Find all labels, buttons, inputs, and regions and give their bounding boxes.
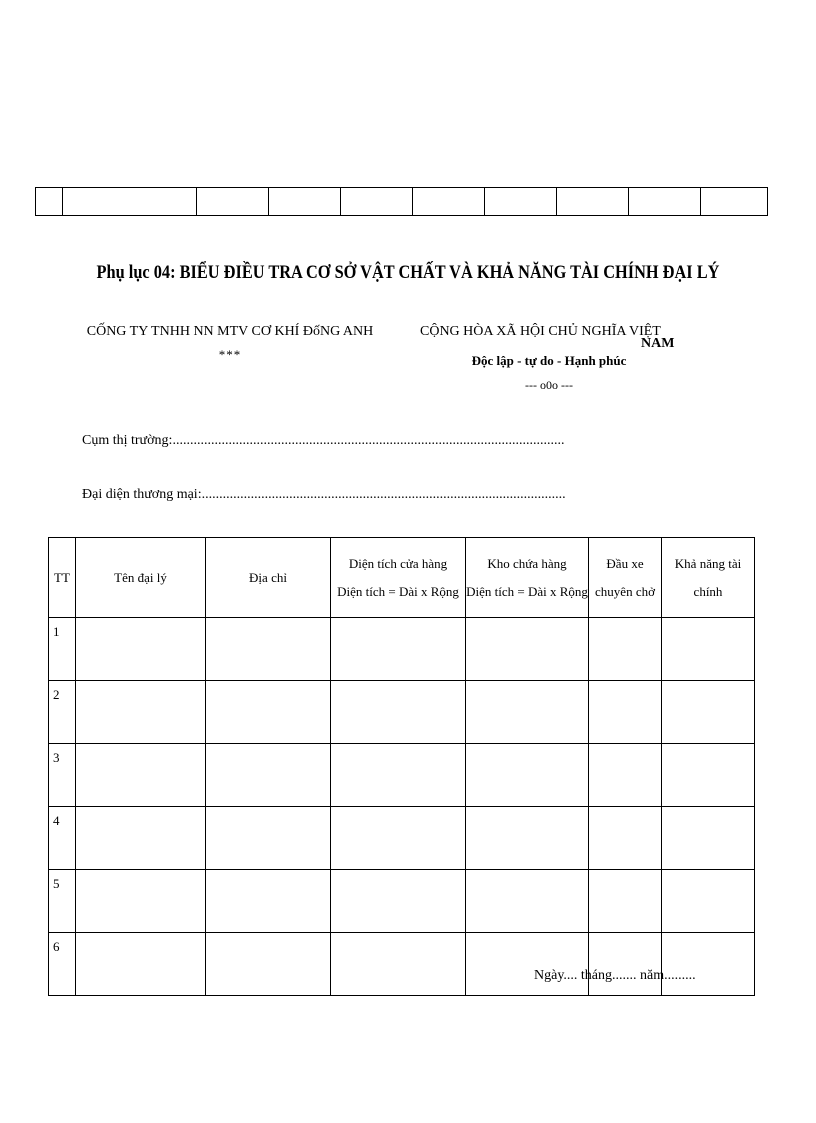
field-trade-representative — [82, 487, 566, 503]
cell-financial-capacity[interactable] — [662, 933, 755, 996]
date-line: Ngày.... tháng....... năm......... — [534, 968, 696, 983]
cell-address[interactable] — [206, 870, 331, 933]
cell-store-area[interactable] — [331, 681, 466, 744]
header-vehicles: Đầu xe chuyên chở — [589, 538, 662, 618]
cell-vehicles[interactable] — [589, 933, 662, 996]
cell-vehicles[interactable] — [589, 870, 662, 933]
cell-address[interactable] — [206, 618, 331, 681]
cell-warehouse[interactable] — [466, 618, 589, 681]
field-dots: ................................................................................................................ — [172, 433, 565, 448]
cell-agent-name[interactable] — [76, 618, 206, 681]
cell-agent-name[interactable] — [76, 744, 206, 807]
company-name: CỐNG TY TNHH NN MTV CƠ KHÍ ĐốNG ANH — [86, 324, 374, 339]
header-tt: TT — [49, 538, 76, 618]
cell-store-area[interactable] — [331, 807, 466, 870]
table-row — [49, 807, 755, 870]
company-stars: *** — [218, 347, 242, 362]
row-number: 5 — [49, 870, 76, 933]
field-label: Cụm thị trường: — [82, 433, 173, 448]
strip-cell — [557, 188, 629, 216]
table-row — [49, 681, 755, 744]
header-financial-capacity: Khả năng tài chính — [662, 538, 755, 618]
strip-cell — [63, 188, 197, 216]
cell-address[interactable] — [206, 681, 331, 744]
cell-warehouse[interactable] — [466, 681, 589, 744]
row-number: 4 — [49, 807, 76, 870]
motto-ornament: --- o0o --- — [525, 378, 573, 392]
table-row — [49, 933, 755, 996]
cell-financial-capacity[interactable] — [662, 807, 755, 870]
header-address: Địa chỉ — [206, 538, 331, 618]
strip-cell — [36, 188, 63, 216]
strip-cell — [485, 188, 557, 216]
cell-warehouse[interactable] — [466, 933, 589, 996]
header-agent-name: Tên đại lý — [76, 538, 206, 618]
cell-store-area[interactable] — [331, 618, 466, 681]
field-market-cluster — [82, 433, 564, 449]
cell-agent-name[interactable] — [76, 933, 206, 996]
cell-vehicles[interactable] — [589, 681, 662, 744]
cell-agent-name[interactable] — [76, 681, 206, 744]
header-store-area: Diện tích cửa hàng Diện tích = Dài x Rộng — [331, 538, 466, 618]
cell-agent-name[interactable] — [76, 807, 206, 870]
cell-store-area[interactable] — [331, 933, 466, 996]
strip-cell — [413, 188, 485, 216]
cell-agent-name[interactable] — [76, 870, 206, 933]
cell-warehouse[interactable] — [466, 744, 589, 807]
strip-cell — [341, 188, 413, 216]
row-number: 1 — [49, 618, 76, 681]
cell-financial-capacity[interactable] — [662, 870, 755, 933]
table-row — [49, 618, 755, 681]
republic-name: CỘNG HÒA XÃ HỘI CHỦ NGHĨA VIỆT — [420, 324, 661, 339]
row-number: 3 — [49, 744, 76, 807]
cell-address[interactable] — [206, 807, 331, 870]
cell-address[interactable] — [206, 933, 331, 996]
table-header-row — [49, 538, 755, 618]
cell-address[interactable] — [206, 744, 331, 807]
cell-store-area[interactable] — [331, 870, 466, 933]
cell-vehicles[interactable] — [589, 807, 662, 870]
cell-financial-capacity[interactable] — [662, 744, 755, 807]
row-number: 2 — [49, 681, 76, 744]
cell-store-area[interactable] — [331, 744, 466, 807]
top-empty-strip — [35, 187, 768, 216]
table-row — [49, 744, 755, 807]
cell-financial-capacity[interactable] — [662, 618, 755, 681]
cell-vehicles[interactable] — [589, 744, 662, 807]
document-title: Phụ lục 04: BIỂU ĐIỀU TRA CƠ SỞ VẬT CHẤT VÀ KHẢ NĂNG TÀI CHÍNH ĐẠI LÝ — [96, 262, 720, 283]
field-dots: ........................................................................................................ — [201, 487, 566, 502]
cell-vehicles[interactable] — [589, 618, 662, 681]
strip-cell — [197, 188, 269, 216]
table-row — [49, 870, 755, 933]
header-warehouse: Kho chứa hàng Diện tích = Dài x Rộng — [466, 538, 589, 618]
cell-financial-capacity[interactable] — [662, 681, 755, 744]
strip-cell — [701, 188, 768, 216]
cell-warehouse[interactable] — [466, 870, 589, 933]
field-label: Đại diện thương mại: — [82, 487, 202, 502]
cell-warehouse[interactable] — [466, 807, 589, 870]
row-number: 6 — [49, 933, 76, 996]
strip-cell — [629, 188, 701, 216]
agent-survey-table — [48, 537, 755, 996]
strip-cell — [269, 188, 341, 216]
national-motto: Độc lập - tự do - Hạnh phúc — [471, 353, 627, 368]
republic-name-end: NAM — [641, 336, 675, 351]
